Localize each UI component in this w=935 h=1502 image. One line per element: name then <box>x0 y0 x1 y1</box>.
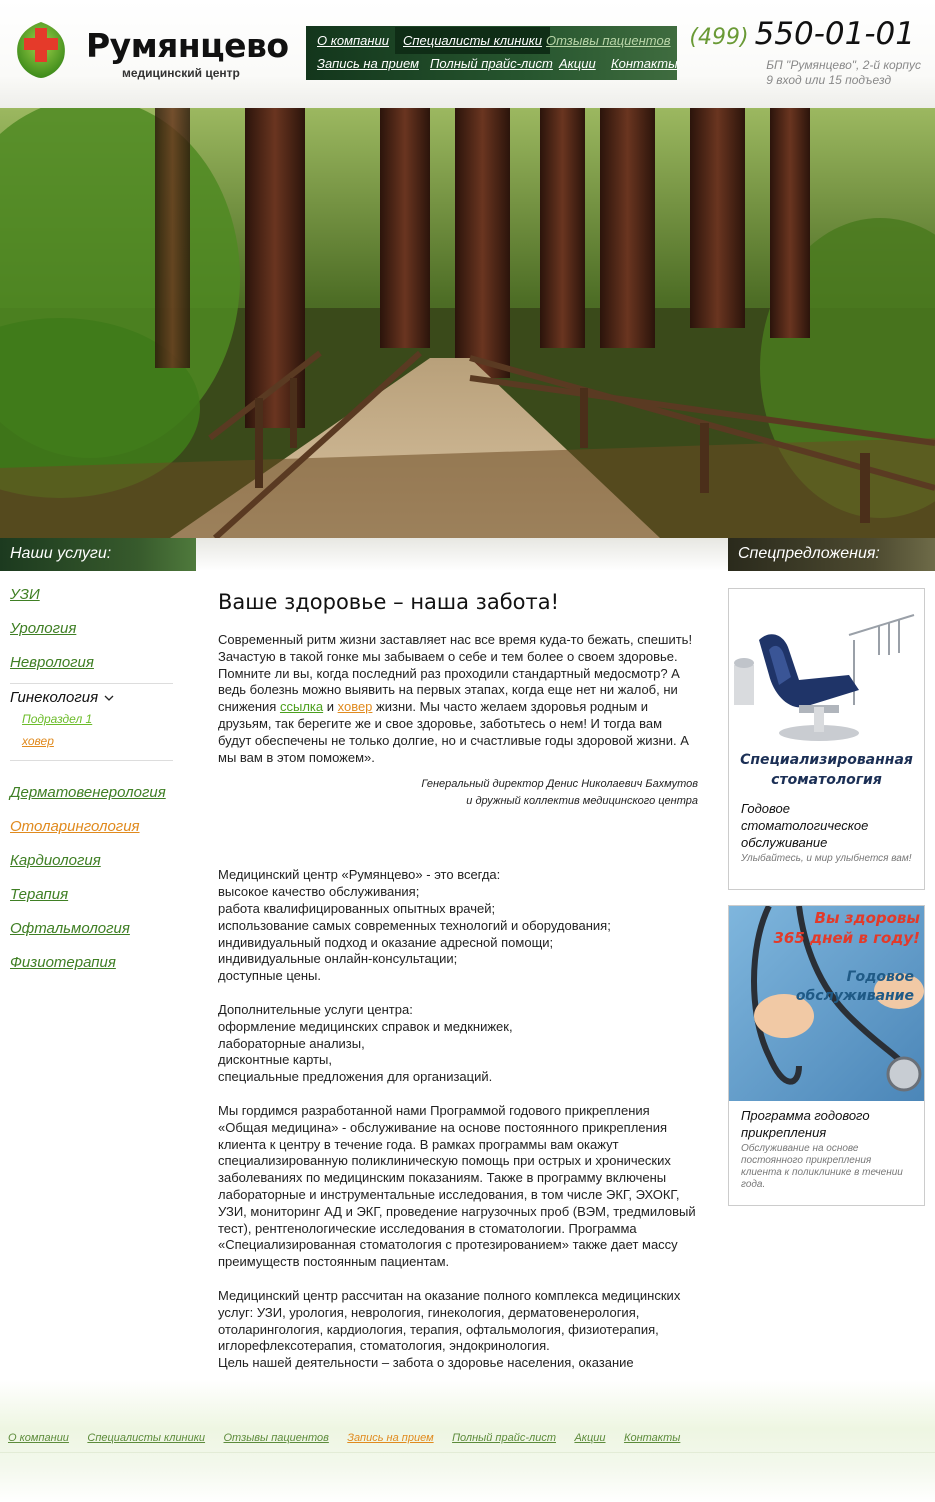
phone-number: 550-01-01 <box>754 16 915 52</box>
banner-slogan-line-1: Вы здоровы <box>814 909 920 927</box>
list-item: Медицинский центр «Румянцево» - это всегда: <box>218 867 501 883</box>
sidebar-item-uzi[interactable]: УЗИ <box>10 586 40 603</box>
program-paragraph: Мы гордимся разработанной нами Программой годового прикрепления «Общая медицина» - обслуживание на основе постоянного прикрепления клиента к центру в течение года. В рамках программы вам окажут специализированную поликлиническую помощь при острых и хронических заболеваниях по медицинским показаниям. Также в программу включены лабораторные и инструментальные исследования, в том числе ЭКГ, ЭХОКГ, УЗИ, мониторинг АД и ЭКГ, проведение нагрузочных проб (ВЭМ, тредмиловый тест), рентгенологические исследования в стоматологии. Программа «Специализированная стоматология с протезированием» также дает массу преимуществ постоянным пациентам. <box>218 1102 696 1270</box>
sidebar-item-otolaryngology[interactable]: Отоларингология <box>10 818 140 835</box>
hero-forest-image <box>0 108 935 538</box>
top-navigation <box>306 26 677 80</box>
signature-line-1: Генеральный директор Денис Николаевич Бахмутов <box>421 778 698 791</box>
sidebar-item-gynecology-label: Гинекология <box>10 689 99 706</box>
bar-divider <box>196 538 728 571</box>
list-item: дисконтные карты, <box>218 1052 332 1068</box>
sidebar-submenu <box>10 688 173 761</box>
page-title: Ваше здоровье – наша забота! <box>218 590 560 614</box>
sidebar-item-neurology[interactable]: Неврология <box>10 654 94 671</box>
list-item: высокое качество обслуживания; <box>218 884 420 900</box>
nav-reviews[interactable]: Отзывы пациентов <box>546 33 671 48</box>
dental-chair-image <box>729 595 924 750</box>
logo-title[interactable]: Румянцево <box>86 26 289 65</box>
always-list <box>218 867 698 985</box>
dentistry-image-title-line-2: стоматология <box>771 772 882 788</box>
services-bar <box>0 538 196 571</box>
sidebar-item-therapy[interactable]: Терапия <box>10 886 69 903</box>
address-line-1: БП "Румянцево", 2-й корпус <box>766 58 921 72</box>
footer-link-about[interactable]: О компании <box>8 1432 69 1444</box>
signature <box>218 776 698 810</box>
intro-link[interactable]: ссылка <box>279 699 324 715</box>
offer-card-dentistry[interactable] <box>728 588 925 890</box>
list-item: индивидуальные онлайн-консультации; <box>218 951 458 967</box>
list-item: использование самых современных технологий и оборудования; <box>218 917 611 933</box>
chevron-down-icon <box>104 694 114 702</box>
hero-illustration <box>0 108 935 538</box>
nav-contacts[interactable]: Контакты <box>611 56 678 71</box>
phone-code: (499) <box>689 25 749 50</box>
services-title: Наши услуги: <box>10 545 112 562</box>
intro-text-2: жизни. Мы часто желаем здоровья родным и друзьям, так берегите же и свое здоровье, заботьтесь о нем! И тогда вам будут обеспечены не только долгие, но и счастливые годы здоровой жизни. А мы вам в этом поможем». <box>218 699 689 765</box>
nav-specialists[interactable]: Специалисты клиники <box>395 27 550 54</box>
footer-divider <box>0 1452 935 1453</box>
main-content <box>218 590 698 1372</box>
list-item: доступные цены. <box>218 968 321 984</box>
nav-about[interactable]: О компании <box>317 33 390 48</box>
banner-caption-line-1: Годовое <box>846 969 914 985</box>
nav-appointment[interactable]: Запись на прием <box>317 56 420 71</box>
offer-description: Обслуживание на основе постоянного прикрепления клиента к поликлинике в течении года. <box>741 1143 903 1190</box>
goal-text: Цель нашей деятельности – забота о здоровье населения, оказание <box>218 1355 634 1371</box>
sidebar-item-ophthalmology[interactable]: Офтальмология <box>10 920 130 937</box>
offer-card-annual-program[interactable] <box>728 905 925 1206</box>
dentistry-image-title-line-1: Специализированная <box>740 752 913 768</box>
list-item: индивидуальный подход и оказание адресной помощи; <box>218 934 554 950</box>
intro-and: и <box>323 699 338 715</box>
footer-link-promotions[interactable]: Акции <box>574 1432 606 1444</box>
offer-heading: Программа годового прикрепления <box>741 1108 870 1140</box>
phone <box>689 16 915 52</box>
sidebar-subitem-hover[interactable]: ховер <box>22 734 54 748</box>
footer-link-pricelist[interactable]: Полный прайс-лист <box>452 1432 556 1444</box>
sidebar-item-cardiology[interactable]: Кардиология <box>10 852 101 869</box>
list-item: работа квалифицированных опытных врачей; <box>218 900 496 916</box>
intro-paragraph <box>218 632 698 766</box>
stethoscope-banner <box>729 906 924 1101</box>
header <box>0 0 935 108</box>
address <box>766 58 921 88</box>
list-item: специальные предложения для организаций. <box>218 1069 493 1085</box>
signature-line-2: и дружный коллектив медицинского центра <box>466 795 698 808</box>
dentistry-image-title <box>729 750 924 790</box>
sidebar-subitem-1[interactable]: Подраздел 1 <box>22 712 93 726</box>
footer-navigation <box>8 1428 694 1446</box>
logo-cross-icon[interactable] <box>10 18 72 80</box>
footer-link-reviews[interactable]: Отзывы пациентов <box>223 1432 329 1444</box>
address-line-2: 9 вход или 15 подъезд <box>766 73 892 87</box>
sidebar-item-physiotherapy[interactable]: Физиотерапия <box>10 954 116 971</box>
extra-services-list <box>218 1002 698 1086</box>
intro-text-1: Современный ритм жизни заставляет нас все время куда-то бежать, спешить! Зачастую в такой гонке мы забываем о себе и тем более о своем здоровье. Помните ли вы, когда последний раз проходили стандартный медосмотр? А ведь болезнь можно выявить на первых этапах, когда еще нет ни жалоб, ни снижения <box>218 632 693 715</box>
list-item: Дополнительные услуги центра: <box>218 1001 413 1017</box>
offer-heading: Годовое стоматологическое обслуживание <box>741 801 869 850</box>
logo-subtitle: медицинский центр <box>122 66 240 80</box>
offers-title: Спецпредложения: <box>738 545 880 562</box>
banner-slogan-line-2: 365 дней в году! <box>773 929 920 947</box>
sidebar-item-dermatology[interactable]: Дерматовенерология <box>10 784 166 801</box>
services-paragraph <box>218 1288 698 1372</box>
nav-promotions[interactable]: Акции <box>559 56 596 71</box>
offers-bar <box>728 538 935 571</box>
list-item: оформление медицинских справок и медкнижек, <box>218 1018 513 1034</box>
list-item: лабораторные анализы, <box>218 1035 365 1051</box>
intro-hover-link[interactable]: ховер <box>337 699 373 715</box>
sidebar-item-urology[interactable]: Урология <box>10 620 77 637</box>
banner-caption-line-2: обслуживание <box>795 988 914 1004</box>
nav-pricelist[interactable]: Полный прайс-лист <box>430 56 553 71</box>
footer-link-specialists[interactable]: Специалисты клиники <box>87 1432 206 1444</box>
services-sidebar <box>10 585 173 987</box>
services-text: Медицинский центр рассчитан на оказание полного комплекса медицинских услуг: УЗИ, урология, неврология, гинекология, дерматовенерология, отоларингология, кардиология, терапия, офтальмология, физиотерапия, иглорефлексотерапия, стоматология, эндокринология. <box>218 1287 681 1354</box>
sidebar-item-gynecology[interactable] <box>10 688 173 708</box>
banner-caption <box>796 968 914 1006</box>
footer-link-appointment[interactable]: Запись на прием <box>347 1432 434 1444</box>
footer-link-contacts[interactable]: Контакты <box>623 1432 681 1444</box>
banner-slogan <box>773 908 920 948</box>
offer-description: Улыбайтесь, и мир улыбнется вам! <box>741 853 912 864</box>
